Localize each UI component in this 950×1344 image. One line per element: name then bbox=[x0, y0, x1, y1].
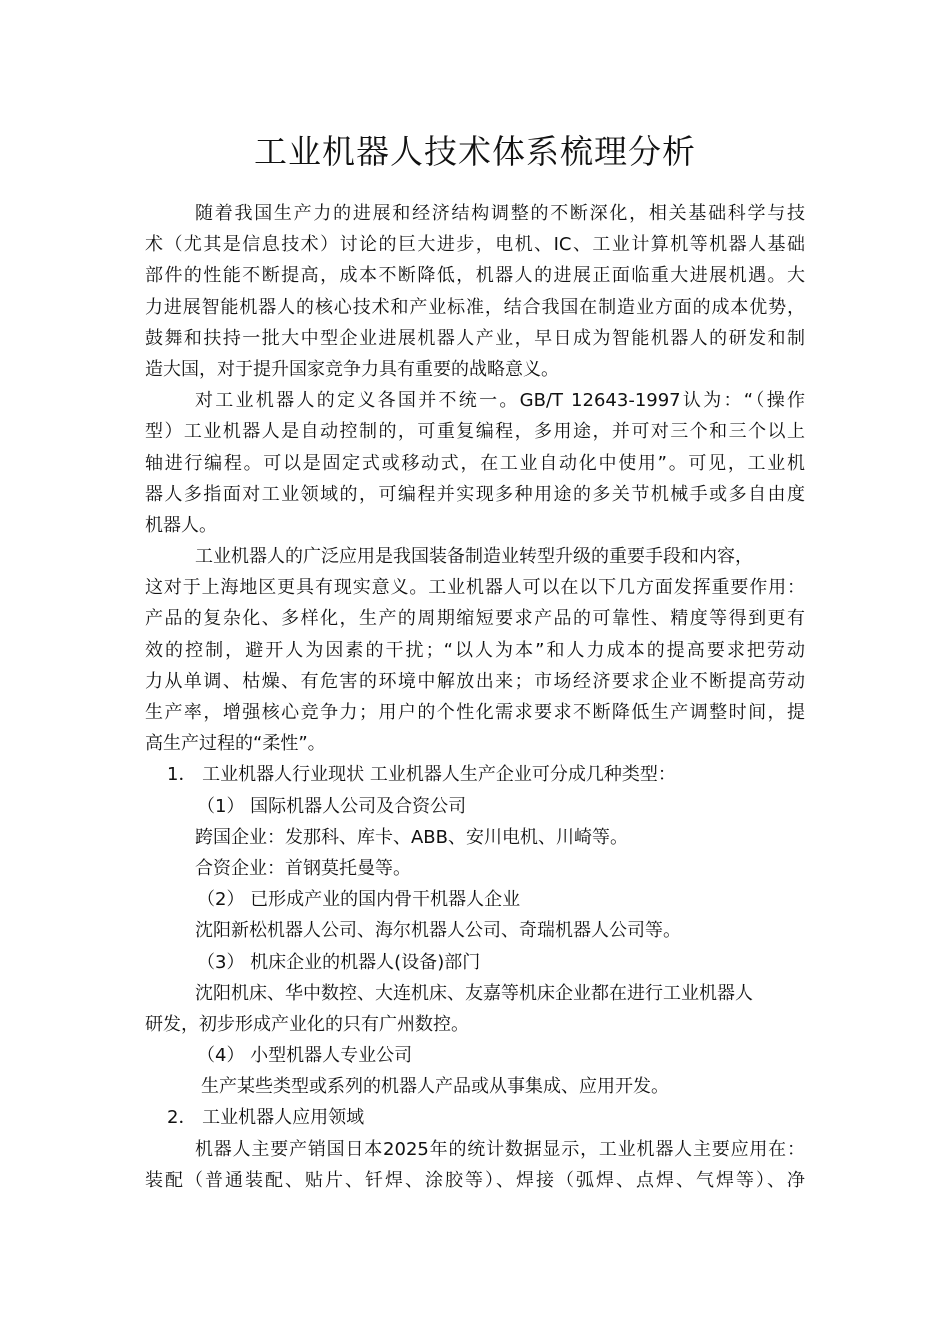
text-line: 力从单调、枯燥、有危害的环境中解放出来；市场经济要求企业不断提高劳动 bbox=[145, 670, 805, 692]
text-line: 合资企业：首钢莫托曼等。 bbox=[195, 857, 411, 879]
text-line: 生产率，增强核心竞争力；用户的个性化需求要求不断降低生产调整时间，提 bbox=[145, 702, 805, 723]
text-line: 造大国，对于提升国家竞争力具有重要的战略意义。 bbox=[145, 358, 559, 380]
text-line: 1． 工业机器人行业现状 工业机器人生产企业可分成几种类型： bbox=[167, 764, 676, 786]
document-title: 工业机器人技术体系梳理分析 bbox=[254, 132, 696, 171]
text-line: 力进展智能机器人的核心技术和产业标准，结合我国在制造业方面的成本优势， bbox=[145, 296, 805, 318]
text-line: （4） 小型机器人专业公司 bbox=[197, 1045, 413, 1067]
text-line: 工业机器人的广泛应用是我国装备制造业转型升级的重要手段和内容， bbox=[195, 546, 753, 568]
text-line: （2） 已形成产业的国内骨干机器人企业 bbox=[197, 889, 521, 911]
text-line: 术（尤其是信息技术）讨论的巨大进步，电机、IC、工业计算机等机器人基础 bbox=[145, 234, 805, 256]
text-line: 沈阳机床、华中数控、大连机床、友嘉等机床企业都在进行工业机器人 bbox=[195, 982, 753, 1004]
text-line: 轴进行编程。可以是固定式或移动式，在工业自动化中使用”。可见，工业机 bbox=[145, 452, 805, 474]
text-line: 这对于上海地区更具有现实意义。工业机器人可以在以下几方面发挥重要作用： bbox=[145, 577, 805, 599]
text-line: 生产某些类型或系列的机器人产品或从事集成、应用开发。 bbox=[201, 1076, 669, 1098]
text-line: 沈阳新松机器人公司、海尔机器人公司、奇瑞机器人公司等。 bbox=[195, 920, 681, 942]
text-line: 2． 工业机器人应用领域 bbox=[167, 1107, 365, 1129]
text-line: 随着我国生产力的进展和经济结构调整的不断深化，相关基础科学与技 bbox=[195, 203, 805, 224]
document-body bbox=[145, 198, 805, 1196]
text-line: 型）工业机器人是自动控制的，可重复编程，多用途，并可对三个和三个以上 bbox=[145, 421, 805, 443]
text-line: 装配（普通装配、贴片、钎焊、涂胶等）、焊接（弧焊、点焊、气焊等）、净 bbox=[145, 1169, 805, 1191]
text-line: 鼓舞和扶持一批大中型企业进展机器人产业，早日成为智能机器人的研发和制 bbox=[145, 327, 805, 349]
text-line: 高生产过程的“柔性”。 bbox=[145, 733, 326, 755]
text-line: 机器人主要产销国日本2025年的统计数据显示，工业机器人主要应用在： bbox=[195, 1138, 805, 1160]
text-line: 对工业机器人的定义各国并不统一。GB/T 12643-1997认为：“（操作 bbox=[195, 390, 805, 412]
text-line: 部件的性能不断提高，成本不断降低，机器人的进展正面临重大进展机遇。大 bbox=[145, 265, 805, 287]
text-line: 效的控制，避开人为因素的干扰；“以人为本”和人力成本的提高要求把劳动 bbox=[145, 639, 805, 661]
text-line: 产品的复杂化、多样化，生产的周期缩短要求产品的可靠性、精度等得到更有 bbox=[145, 608, 805, 630]
text-line: 跨国企业：发那科、库卡、ABB、安川电机、川崎等。 bbox=[195, 826, 629, 848]
text-line: 机器人。 bbox=[145, 514, 217, 536]
text-line: （1） 国际机器人公司及合资公司 bbox=[197, 795, 467, 817]
text-line: （3） 机床企业的机器人(设备)部门 bbox=[197, 951, 481, 973]
text-line: 研发，初步形成产业化的只有广州数控。 bbox=[145, 1013, 469, 1035]
text-line: 器人多指面对工业领域的，可编程并实现多种用途的多关节机械手或多自由度 bbox=[145, 483, 805, 505]
